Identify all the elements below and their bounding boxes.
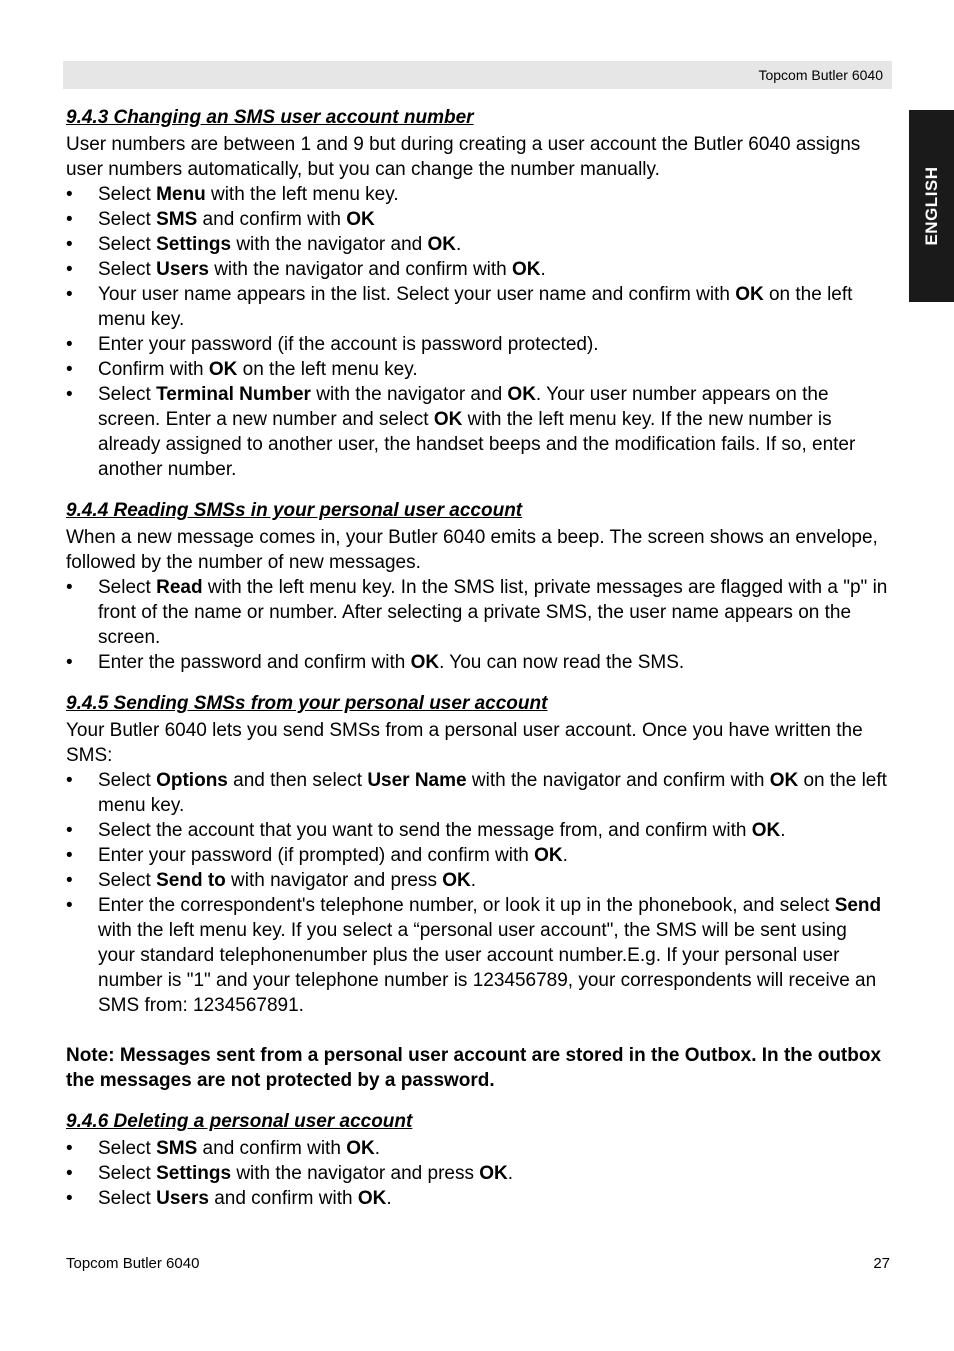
text-run: Select the account that you want to send the message from, and confirm with	[98, 820, 752, 841]
text-run: Select	[98, 1163, 157, 1184]
text-run: on the left menu key.	[98, 284, 853, 330]
text-run: Select	[98, 770, 157, 791]
list-item	[66, 207, 888, 232]
text-run: . You can now read the SMS.	[439, 652, 685, 673]
text-run: Select	[98, 1138, 157, 1159]
section-intro: Your Butler 6040 lets you send SMSs from a personal user account. Once you have written the SMS:	[66, 720, 863, 766]
step-list	[66, 182, 888, 482]
text-run: with the left menu key.	[205, 184, 399, 205]
bold-term: SMS	[156, 1138, 198, 1159]
bold-term: OK	[479, 1163, 508, 1184]
text-run: Select	[98, 259, 157, 280]
bold-term: OK	[534, 845, 563, 866]
list-item	[66, 893, 888, 1018]
text-run: .	[507, 1163, 514, 1184]
bold-term: Users	[156, 259, 209, 280]
text-run: with the left menu key. In the SMS list, private messages are flagged with a "p" in front of the name or number. After selecting a private SMS, the user name appears on the screen.	[98, 577, 888, 648]
text-run: Select	[98, 209, 157, 230]
section-heading: 9.4.6 Deleting a personal user account	[66, 1111, 413, 1132]
header-title: Topcom Butler 6040	[758, 67, 883, 83]
text-run: with the navigator and	[310, 384, 508, 405]
text-run: Select	[98, 184, 157, 205]
list-item	[66, 282, 888, 332]
text-run: Select	[98, 870, 157, 891]
list-item	[66, 232, 888, 257]
text-run: .	[456, 234, 462, 255]
text-run: .	[540, 259, 546, 280]
text-run: on the left menu key.	[237, 359, 418, 380]
text-run: with the navigator and confirm with	[208, 259, 513, 280]
bold-term: OK	[357, 1188, 387, 1209]
document-body	[66, 105, 888, 1211]
list-item	[66, 1161, 888, 1186]
text-run: and then select	[227, 770, 368, 791]
list-item	[66, 575, 888, 650]
text-run: Confirm with	[98, 359, 209, 380]
text-run: and confirm with	[197, 1138, 347, 1159]
text-run: .	[780, 820, 786, 841]
bold-term: OK	[442, 870, 471, 891]
section	[66, 498, 888, 675]
list-item	[66, 868, 888, 893]
bold-term: SMS	[156, 209, 198, 230]
bold-term: Settings	[156, 1163, 232, 1184]
text-run: Enter the correspondent's telephone number, or look it up in the phonebook, and select	[98, 895, 835, 916]
bold-term: Users	[156, 1188, 209, 1209]
text-run: .	[562, 845, 568, 866]
footer-page-number: 27	[873, 1255, 890, 1272]
section-intro: User numbers are between 1 and 9 but during creating a user account the Butler 6040 assigns user numbers automatically, but you can change the number manually.	[66, 134, 861, 180]
list-item	[66, 843, 888, 868]
bold-term: OK	[346, 209, 375, 230]
text-run: with the navigator and press	[231, 1163, 480, 1184]
text-run: Select	[98, 1188, 157, 1209]
bold-term: OK	[427, 234, 457, 255]
text-run: with the left menu key. If the new number is already assigned to another user, the handset beeps and the modification fails. If so, enter another number.	[98, 409, 856, 480]
note: Note: Messages sent from a personal user account are stored in the Outbox. In the outbox the messages are not protected by a password.	[66, 1045, 882, 1091]
bold-term: Read	[156, 577, 203, 598]
step-list	[66, 1136, 888, 1211]
language-tab-label: ENGLISH	[921, 166, 941, 246]
footer-product-name: Topcom Butler 6040	[66, 1255, 200, 1272]
list-item	[66, 650, 888, 675]
list-item	[66, 257, 888, 282]
bold-term: OK	[208, 359, 238, 380]
text-run: Select	[98, 234, 157, 255]
section-intro: When a new message comes in, your Butler 6040 emits a beep. The screen shows an envelope, followed by the number of new messages.	[66, 527, 878, 573]
text-run: Enter your password (if the account is password protected).	[98, 334, 599, 355]
text-run: . Your user number appears on the screen. Enter a new number and select	[98, 384, 829, 430]
list-item	[66, 357, 888, 382]
text-run: .	[386, 1188, 392, 1209]
list-item	[66, 1186, 888, 1211]
bold-term: OK	[410, 652, 440, 673]
bold-term: Menu	[156, 184, 206, 205]
text-run: with the left menu key. If you select a “personal user account", the SMS will be sent using your standard telephonenumber plus the user account number.E.g. If your personal user number is "1" and your telephone number is 123456789, your correspondents will receive an SMS from: 1234567891.	[98, 920, 877, 1016]
bold-term: Options	[156, 770, 228, 791]
section	[66, 1109, 888, 1211]
page-header	[63, 61, 892, 89]
step-list	[66, 768, 888, 1018]
list-item	[66, 382, 888, 482]
text-run: and confirm with	[208, 1188, 358, 1209]
bold-term: OK	[735, 284, 764, 305]
text-run: with navigator and press	[225, 870, 443, 891]
section	[66, 691, 888, 1093]
text-run: .	[470, 870, 477, 891]
bold-term: OK	[433, 409, 463, 430]
list-item	[66, 768, 888, 818]
text-run: Select	[98, 384, 157, 405]
list-item	[66, 182, 888, 207]
bold-term: Terminal Number	[156, 384, 311, 405]
text-run: Enter your password (if prompted) and confirm with	[98, 845, 535, 866]
bold-term: OK	[346, 1138, 375, 1159]
text-run: .	[374, 1138, 380, 1159]
bold-term: Send	[834, 895, 882, 916]
bold-term: OK	[751, 820, 781, 841]
text-run: on the left menu key.	[98, 770, 887, 816]
bold-term: OK	[512, 259, 541, 280]
list-item	[66, 818, 888, 843]
text-run: and confirm with	[197, 209, 347, 230]
text-run: with the navigator and confirm with	[466, 770, 770, 791]
bold-term: Settings	[156, 234, 232, 255]
bold-term: Send to	[156, 870, 226, 891]
language-tab	[909, 110, 954, 302]
bold-term: OK	[507, 384, 536, 405]
text-run: Select	[98, 577, 157, 598]
list-item	[66, 332, 888, 357]
section-heading: 9.4.5 Sending SMSs from your personal user account	[66, 693, 548, 714]
section-heading: 9.4.4 Reading SMSs in your personal user account	[66, 500, 523, 521]
section	[66, 105, 888, 482]
step-list	[66, 575, 888, 675]
list-item	[66, 1136, 888, 1161]
bold-term: User Name	[367, 770, 467, 791]
text-run: with the navigator and	[231, 234, 428, 255]
bold-term: OK	[769, 770, 799, 791]
text-run: Your user name appears in the list. Select your user name and confirm with	[98, 284, 736, 305]
text-run: Enter the password and confirm with	[98, 652, 411, 673]
section-heading: 9.4.3 Changing an SMS user account number	[66, 107, 474, 128]
